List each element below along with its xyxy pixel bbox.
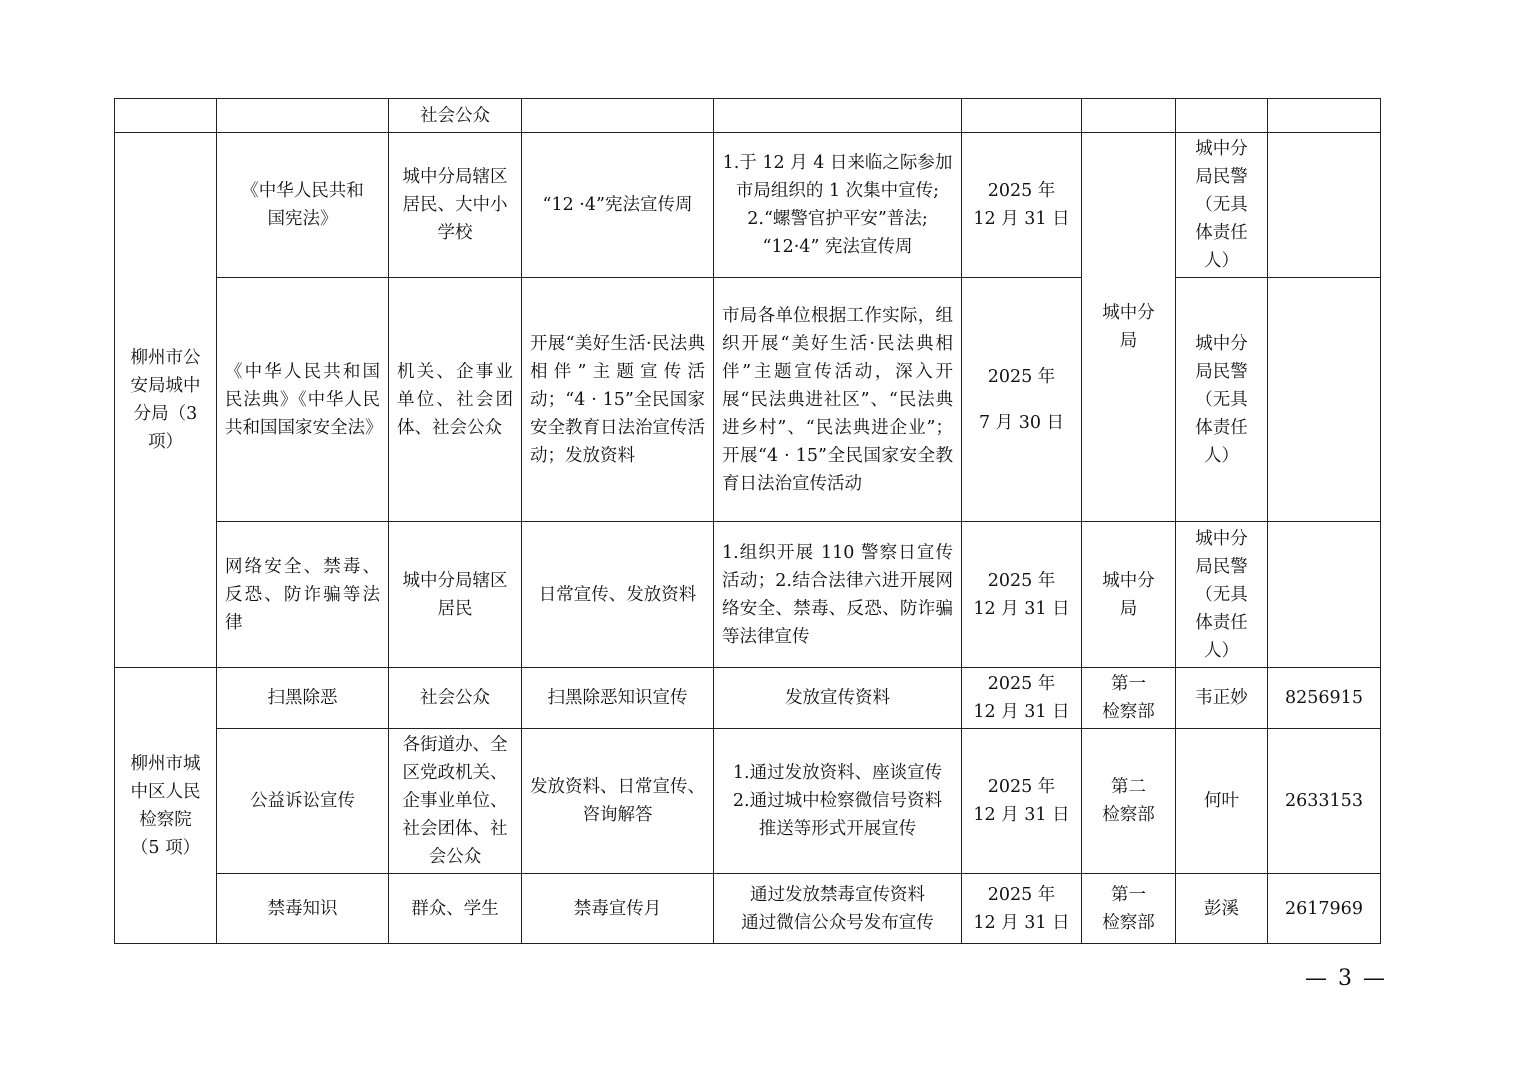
measures-cell (714, 99, 962, 133)
law-cell (217, 99, 389, 133)
phone-cell: 2633153 (1268, 729, 1381, 874)
page-number: — 3 — (1305, 966, 1387, 991)
deadline-cell: 2025 年 12 月 31 日 (962, 668, 1082, 729)
dept-cell: 城中分 局 (1082, 522, 1176, 668)
table-row (115, 874, 1381, 944)
form-cell (522, 99, 714, 133)
unit-cell (115, 99, 217, 133)
table-row (115, 133, 1381, 278)
law-cell: 《中华人民共和 国宪法》 (217, 133, 389, 278)
person-cell: 彭溪 (1176, 874, 1268, 944)
law-cell: 《中华人民共和国民法典》《中华人民共和国国家安全法》 (217, 278, 389, 522)
target-cell: 城中分局辖区 居民、大中小 学校 (389, 133, 522, 278)
dept-cell: 第二 检察部 (1082, 729, 1176, 874)
target-cell: 机关、企事业单位、社会团体、社会公众 (389, 278, 522, 522)
phone-cell: 2617969 (1268, 874, 1381, 944)
phone-cell (1268, 99, 1381, 133)
form-cell: 日常宣传、发放资料 (522, 522, 714, 668)
publicity-plan-table (114, 98, 1381, 944)
person-cell: 韦正妙 (1176, 668, 1268, 729)
measures-cell: 1.通过发放资料、座谈宣传 2.通过城中检察微信号资料 推送等形式开展宣传 (714, 729, 962, 874)
table-row (115, 729, 1381, 874)
dept-cell-merged: 城中分 局 (1082, 133, 1176, 522)
law-cell: 公益诉讼宣传 (217, 729, 389, 874)
deadline-cell: 2025 年 7 月 30 日 (962, 278, 1082, 522)
measures-cell: 1.于 12 月 4 日来临之际参加 市局组织的 1 次集中宣传; 2.“螺警官护平安”普法; “12·4” 宪法宣传周 (714, 133, 962, 278)
phone-cell: 8256915 (1268, 668, 1381, 729)
target-cell: 城中分局辖区 居民 (389, 522, 522, 668)
unit-name-procuratorate: 柳州市城 中区人民 检察院 （5 项） (115, 668, 217, 944)
table-row (115, 668, 1381, 729)
deadline-cell: 2025 年 12 月 31 日 (962, 729, 1082, 874)
deadline-cell: 2025 年 12 月 31 日 (962, 874, 1082, 944)
person-cell (1176, 99, 1268, 133)
form-cell: 扫黑除恶知识宣传 (522, 668, 714, 729)
measures-cell: 发放宣传资料 (714, 668, 962, 729)
unit-name-police: 柳州市公 安局城中 分局（3 项） (115, 133, 217, 668)
phone-cell (1268, 133, 1381, 278)
dept-cell: 第一 检察部 (1082, 874, 1176, 944)
deadline-cell: 2025 年 12 月 31 日 (962, 133, 1082, 278)
person-cell: 城中分 局民警 （无具 体责任 人） (1176, 522, 1268, 668)
measures-cell: 通过发放禁毒宣传资料 通过微信公众号发布宣传 (714, 874, 962, 944)
target-cell: 社会公众 (389, 668, 522, 729)
form-cell: 禁毒宣传月 (522, 874, 714, 944)
table-row (115, 278, 1381, 522)
target-cell: 各街道办、全 区党政机关、 企事业单位、 社会团体、社 会公众 (389, 729, 522, 874)
phone-cell (1268, 278, 1381, 522)
form-cell: “12 ·4”宪法宣传周 (522, 133, 714, 278)
measures-cell: 市局各单位根据工作实际，组织开展“美好生活·民法典相伴”主题宣传活动，深入开展“民法典进社区”、“民法典进乡村”、“民法典进企业”；开展“4 · 15”全民国家安全教育日法治宣传活动 (714, 278, 962, 522)
law-cell: 禁毒知识 (217, 874, 389, 944)
target-cell: 群众、学生 (389, 874, 522, 944)
phone-cell (1268, 522, 1381, 668)
table-row (115, 522, 1381, 668)
dept-cell (1082, 99, 1176, 133)
person-cell: 何叶 (1176, 729, 1268, 874)
target-cell: 社会公众 (389, 99, 522, 133)
form-cell: 开展“美好生活·民法典相伴”主题宣传活动；“4 · 15”全民国家安全教育日法治宣传活动；发放资料 (522, 278, 714, 522)
dept-cell: 第一 检察部 (1082, 668, 1176, 729)
table-row (115, 99, 1381, 133)
person-cell: 城中分 局民警 （无具 体责任 人） (1176, 133, 1268, 278)
measures-cell: 1.组织开展 110 警察日宣传活动；2.结合法律六进开展网络安全、禁毒、反恐、防诈骗等法律宣传 (714, 522, 962, 668)
person-cell: 城中分 局民警 （无具 体责任 人） (1176, 278, 1268, 522)
deadline-cell (962, 99, 1082, 133)
deadline-cell: 2025 年 12 月 31 日 (962, 522, 1082, 668)
form-cell: 发放资料、日常宣传、 咨询解答 (522, 729, 714, 874)
law-cell: 网络安全、禁毒、反恐、防诈骗等法律 (217, 522, 389, 668)
law-cell: 扫黑除恶 (217, 668, 389, 729)
